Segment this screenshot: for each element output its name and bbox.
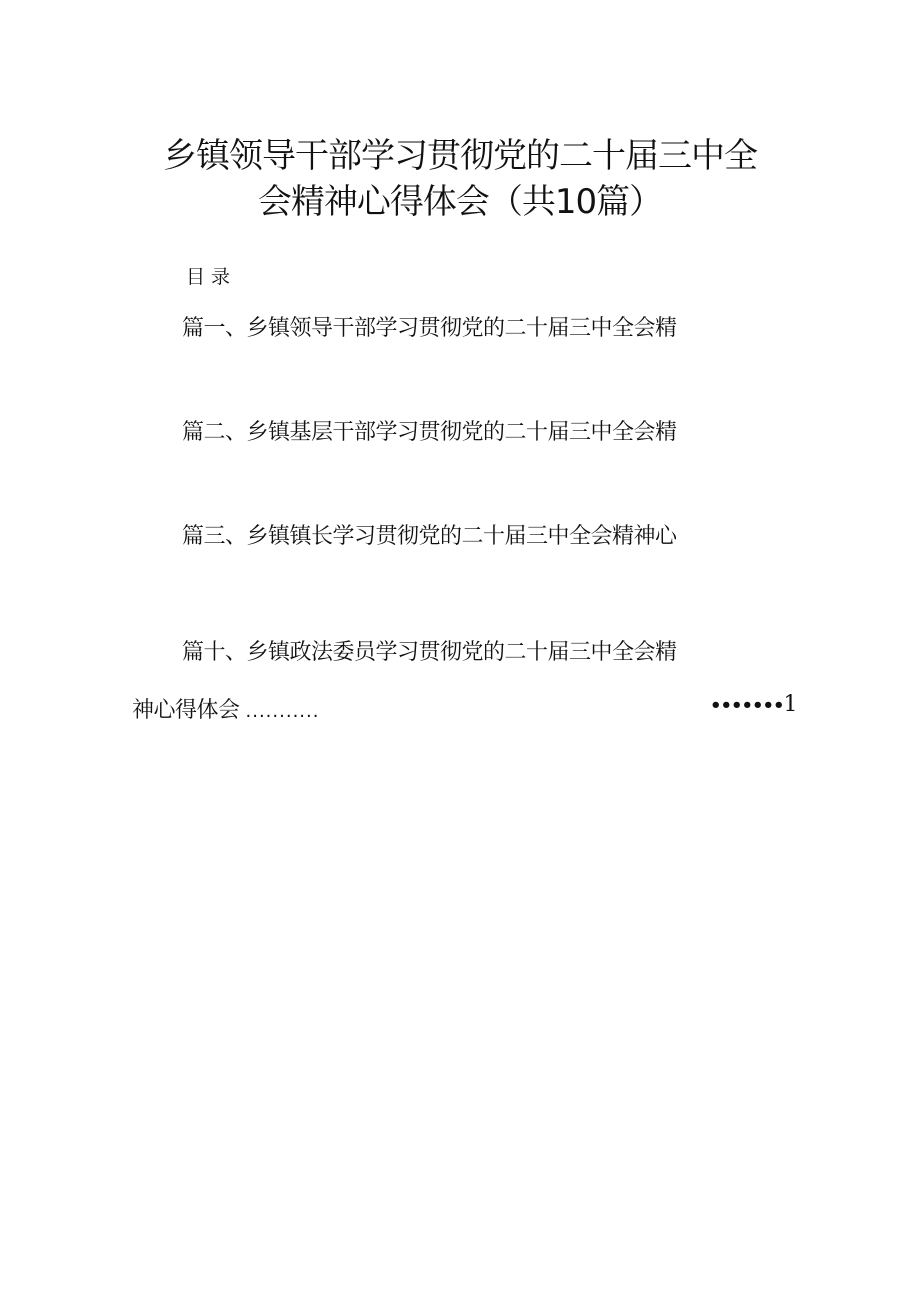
toc-entry-1[interactable]: 篇一、乡镇领导干部学习贯彻党的二十届三中全会精 [182,316,677,341]
toc-page-reference [710,690,798,721]
continuation-text: 神心得体会 [132,698,240,723]
title-line-2: 会精神心得体会（共10篇） [257,182,663,222]
page-number: 1 [783,692,798,717]
title-line-1: 乡镇领导干部学习贯彻党的二十届三中全 [163,136,757,176]
leader-dots-short: ........... [245,701,320,722]
toc-heading: 目录 [186,266,237,288]
toc-entry-10-continuation[interactable] [132,696,319,727]
toc-entry-2[interactable]: 篇二、乡镇基层干部学习贯彻党的二十届三中全会精 [182,420,677,445]
toc-entry-10[interactable]: 篇十、乡镇政法委员学习贯彻党的二十届三中全会精 [182,640,677,665]
leader-dots-right: ••••••• [710,695,784,716]
document-title [0,133,920,225]
toc-entry-3[interactable]: 篇三、乡镇镇长学习贯彻党的二十届三中全会精神心 [182,524,677,549]
